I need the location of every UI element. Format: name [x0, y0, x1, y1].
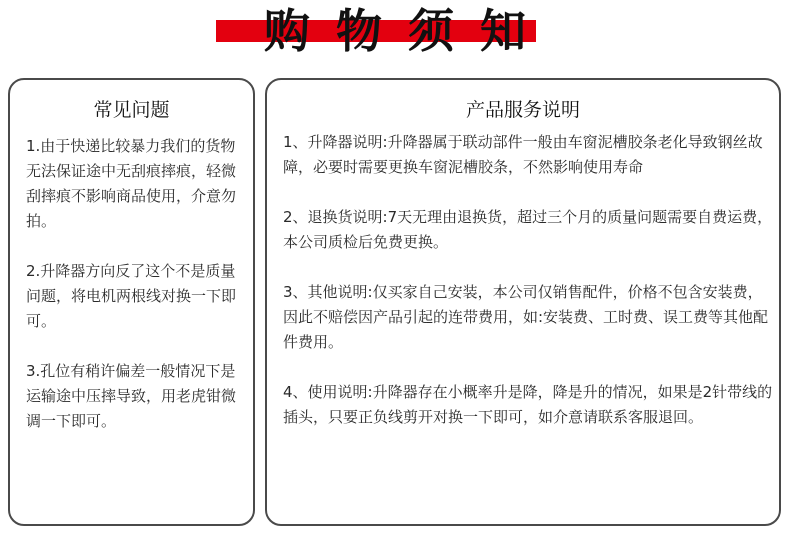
service-item-1: 1、升降器说明:升降器属于联动部件一般由车窗泥槽胶条老化导致钢丝故障，必要时需要更换车窗泥槽胶条，不然影响使用寿命 — [283, 133, 763, 176]
faq-panel — [8, 78, 255, 526]
page-title: 购物须知 — [264, 4, 552, 58]
service-item-3: 3、其他说明:仅买家自己安装，本公司仅销售配件，价格不包含安装费，因此不赔偿因产品引起的连带费用，如:安装费、工时费、误工费等其他配件费用。 — [283, 283, 769, 351]
service-list — [283, 130, 775, 455]
header — [0, 0, 790, 62]
service-title: 产品服务说明 — [465, 99, 580, 121]
service-panel — [265, 78, 781, 526]
faq-item-2: 2.升降器方向反了这个不是质量问题，将电机两根线对换一下即可。 — [26, 262, 237, 330]
service-item-2: 2、退换货说明:7天无理由退换货，超过三个月的质量问题需要自费运费，本公司质检后免费更换。 — [283, 208, 773, 251]
faq-title: 常见问题 — [93, 99, 170, 121]
faq-item-1: 1.由于快递比较暴力我们的货物无法保证途中无刮痕摔痕，轻微刮摔痕不影响商品使用，介意勿拍。 — [26, 137, 237, 230]
service-item-4: 4、使用说明:升降器存在小概率升是降，降是升的情况，如果是2针带线的插头，只要正负线剪开对换一下即可，如介意请联系客服退回。 — [283, 383, 773, 426]
faq-list — [26, 134, 248, 459]
faq-item-3: 3.孔位有稍许偏差一般情况下是运输途中压摔导致，用老虎钳微调一下即可。 — [26, 362, 237, 430]
